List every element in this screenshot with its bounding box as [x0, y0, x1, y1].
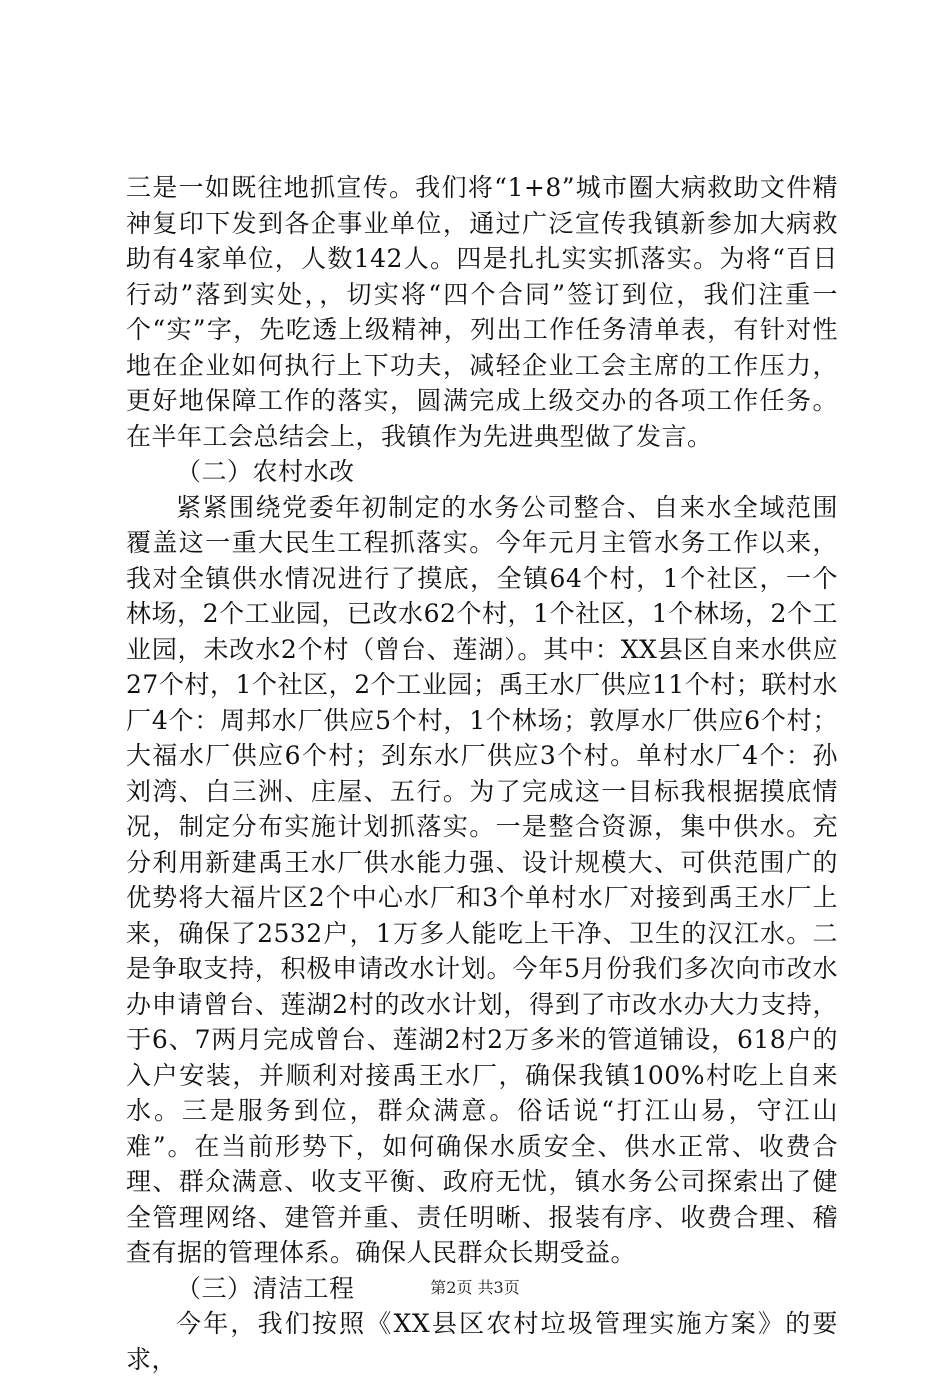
paragraph-clean-project: 今年，我们按照《XX县区农村垃圾管理实施方案》的要求，	[126, 1309, 838, 1374]
paragraph-publicity-implementation: 三是一如既往地抓宣传。我们将“1+8”城市圈大病救助文件精神复印下发到各企事业单位，通过广泛宣传我镇新参加大病救助有4家单位，人数142人。四是扎扎实实抓落实。为将“百日行动”落到实处，，切实将“四个合同”签订到位，我们注重一个“实”字，先吃透上级精神，列出工作任务清单表，有针对性地在企业如何执行上下功夫，减轻企业工会主席的工作压力，更好地保障工作的落实，圆满完成上级交办的各项工作任务。在半年工会总结会上，我镇作为先进典型做了发言。	[126, 173, 838, 451]
page-number-footer: 第2页 共3页	[430, 1278, 520, 1297]
section-heading-clean-project: （三）清洁工程	[176, 1273, 355, 1303]
paragraph-rural-water: 紧紧围绕党委年初制定的水务公司整合、自来水全域范围覆盖这一重大民生工程抓落实。今年元月主管水务工作以来，我对全镇供水情况进行了摸底，全镇64个村，1个社区，一个林场，2个工业园，已改水62个村，1个社区，1个林场，2个工业园，未改水2个村（曾台、莲湖）。其中：XX县区自来水供应27个村，1个社区，2个工业园；禹王水厂供应11个村；联村水厂4个：周邦水厂供应5个村，1个林场；敦厚水厂供应6个村；大福水厂供应6个村；刭东水厂供应3个村。单村水厂4个：孙刘湾、白三洲、庄屋、五行。为了完成这一目标我根据摸底情况，制定分布实施计划抓落实。一是整合资源，集中供水。充分利用新建禹王水厂供水能力强、设计规模大、可供范围广的优势将大福片区2个中心水厂和3个单村水厂对接到禹王水厂上来，确保了2532户，1万多人能吃上干净、卫生的汉江水。二是争取支持，积极申请改水计划。今年5月份我们多次向市改水办申请曾台、莲湖2村的改水计划，得到了市改水办大力支持，于6、7两月完成曾台、莲湖2村2万多米的管道铺设，618户的入户安装，并顺利对接禹王水厂，确保我镇100%村吃上自来水。三是服务到位，群众满意。俗话说“打江山易，守江山难”。在当前形势下，如何确保水质安全、供水正常、收费合理、群众满意、收支平衡、政府无忧，镇水务公司探索出了健全管理网络、建管并重、责任明晰、报装有序、收费合理、稽查有据的管理体系。确保人民群众长期受益。	[126, 492, 838, 1267]
document-body	[126, 170, 838, 1377]
section-heading-rural-water: （二）农村水改	[176, 457, 355, 486]
